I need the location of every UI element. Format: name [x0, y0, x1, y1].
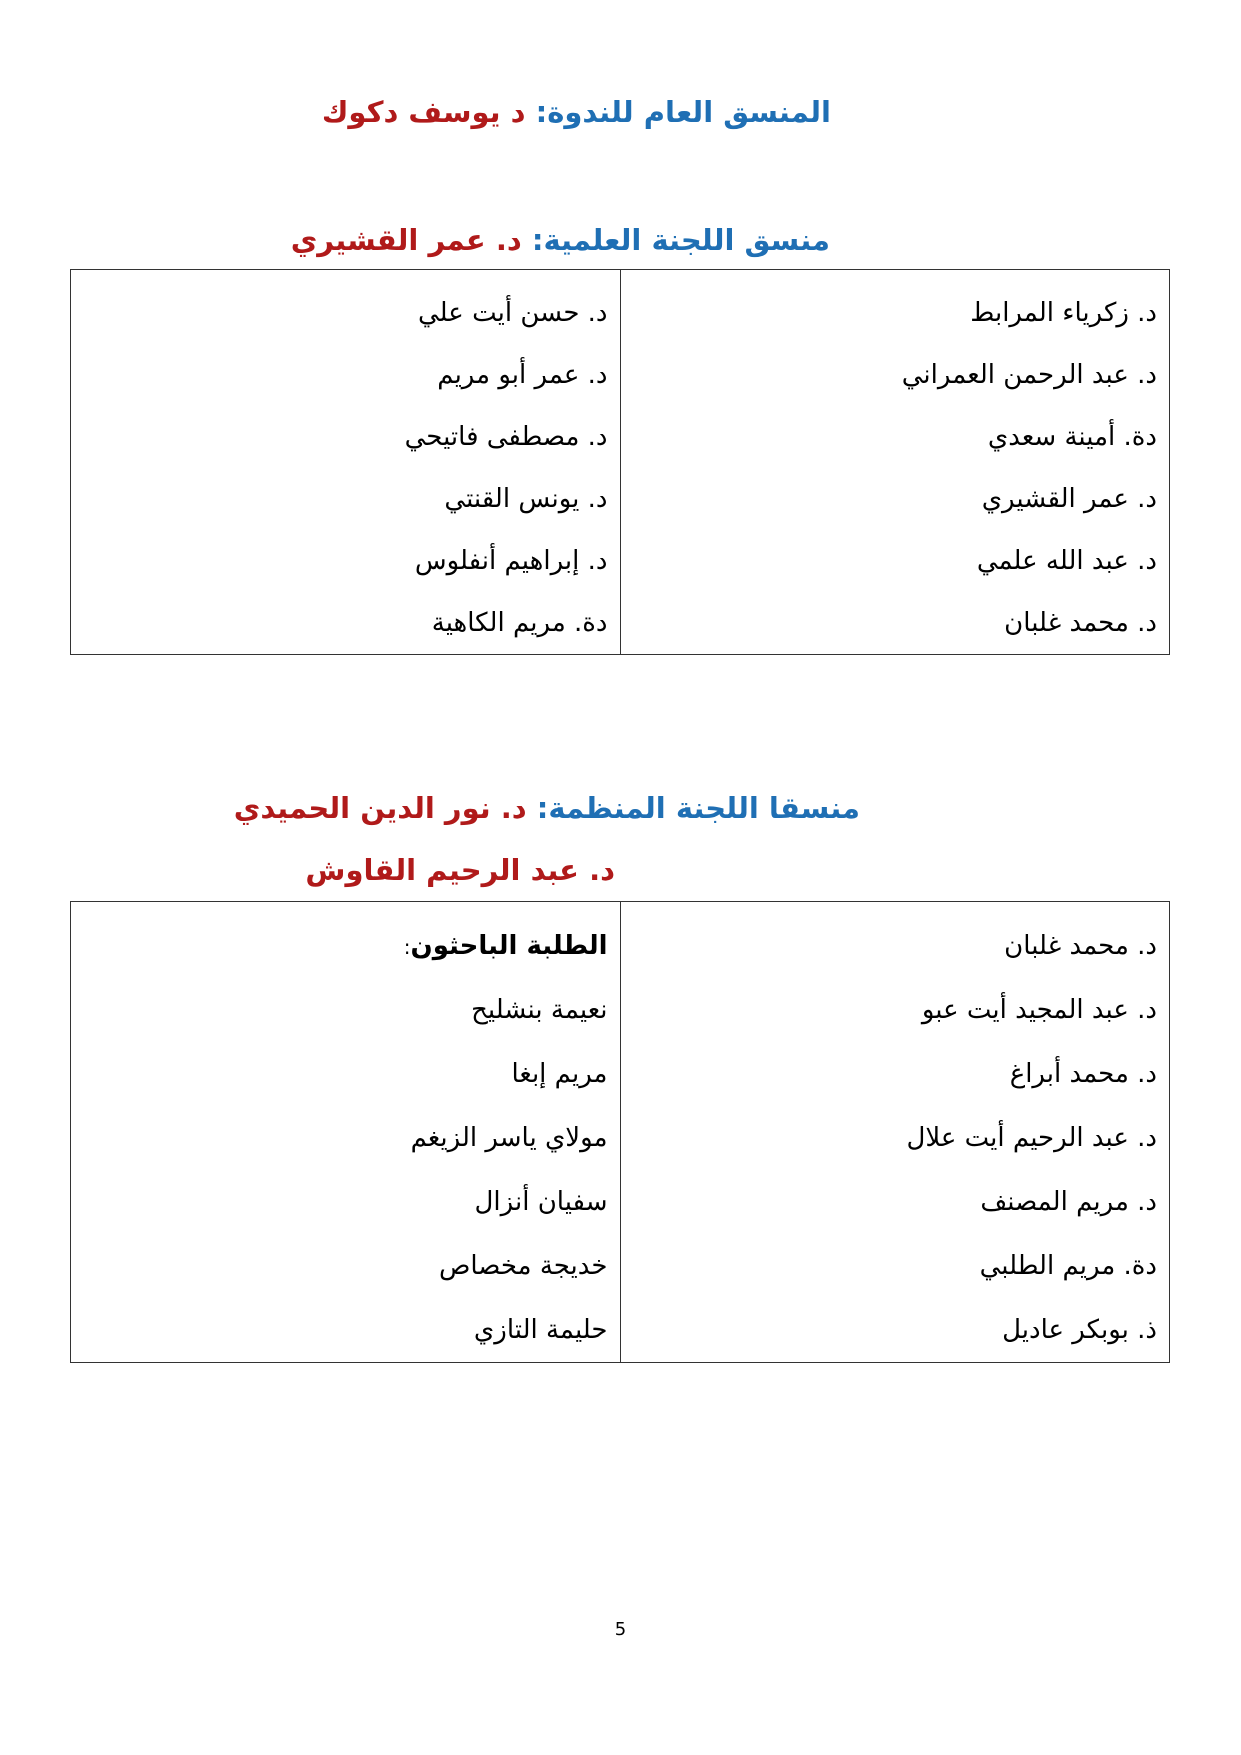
- organizing-committee-right-column: [620, 902, 1170, 1363]
- scientific-committee-left-column: [71, 270, 621, 655]
- list-item: د. محمد غلبان: [1004, 608, 1157, 638]
- list-item: د. حسن أيت علي: [418, 298, 608, 328]
- students-label-colon: :: [403, 935, 411, 959]
- list-item: د. عبد الرحمن العمراني: [901, 360, 1157, 390]
- list-item: خديجة مخصاص: [438, 1251, 608, 1281]
- list-item: حليمة التازي: [473, 1315, 608, 1345]
- students-label: [83, 914, 608, 978]
- general-coordinator-heading: [322, 92, 831, 132]
- page-number: 5: [614, 1619, 627, 1640]
- list-item: د. مريم المصنف: [980, 1187, 1157, 1217]
- organizing-committee-students-column: [71, 902, 621, 1363]
- organizing-committee-table: [70, 901, 1170, 1363]
- list-item: د. عبد المجيد أيت عبو: [921, 995, 1157, 1025]
- list-item: دة. مريم الطلبي: [979, 1251, 1157, 1281]
- scientific-committee-right-column: [620, 270, 1170, 655]
- organizing-committee-coordinator-2: د. عبد الرحيم القاوش: [305, 853, 615, 887]
- list-item: د. عبد الله علمي: [976, 546, 1157, 576]
- list-item: سفيان أنزال: [474, 1187, 608, 1217]
- list-item: د. يونس القنتي: [444, 484, 608, 514]
- scientific-committee-table: [70, 269, 1170, 655]
- students-label-text: الطلبة الباحثون: [410, 931, 608, 961]
- list-item: د. عمر القشيري: [981, 484, 1157, 514]
- list-item: د. إبراهيم أنفلوس: [414, 546, 608, 576]
- list-item: ذ. بوبكر عاديل: [1002, 1315, 1157, 1345]
- list-item: د. عمر أبو مريم: [437, 360, 608, 390]
- scientific-committee-heading: [291, 220, 830, 260]
- organizing-committee-heading: [234, 788, 860, 828]
- general-coordinator-name: د يوسف دكوك: [321, 95, 526, 129]
- list-item: د. محمد غلبان: [1004, 931, 1157, 961]
- list-item: د. عبد الرحيم أيت علال: [906, 1123, 1157, 1153]
- list-item: دة. مريم الكاهية: [431, 608, 608, 638]
- list-item: د. محمد أبراغ: [1009, 1059, 1157, 1089]
- scientific-committee-coordinator: د. عمر القشيري: [290, 223, 522, 257]
- organizing-committee-coordinator-1: د. نور الدين الحميدي: [233, 791, 527, 825]
- general-coordinator-label: المنسق العام للندوة:: [535, 95, 831, 129]
- list-item: دة. أمينة سعدي: [987, 422, 1157, 452]
- list-item: د. زكرياء المرابط: [970, 298, 1157, 328]
- list-item: د. مصطفى فاتيحي: [404, 422, 608, 452]
- list-item: نعيمة بنشليح: [471, 995, 608, 1025]
- scientific-committee-label: منسق اللجنة العلمية:: [531, 223, 830, 257]
- list-item: مولاي ياسر الزيغم: [410, 1123, 608, 1153]
- organizing-committee-label: منسقا اللجنة المنظمة:: [536, 791, 860, 825]
- list-item: مريم إبغا: [511, 1059, 608, 1089]
